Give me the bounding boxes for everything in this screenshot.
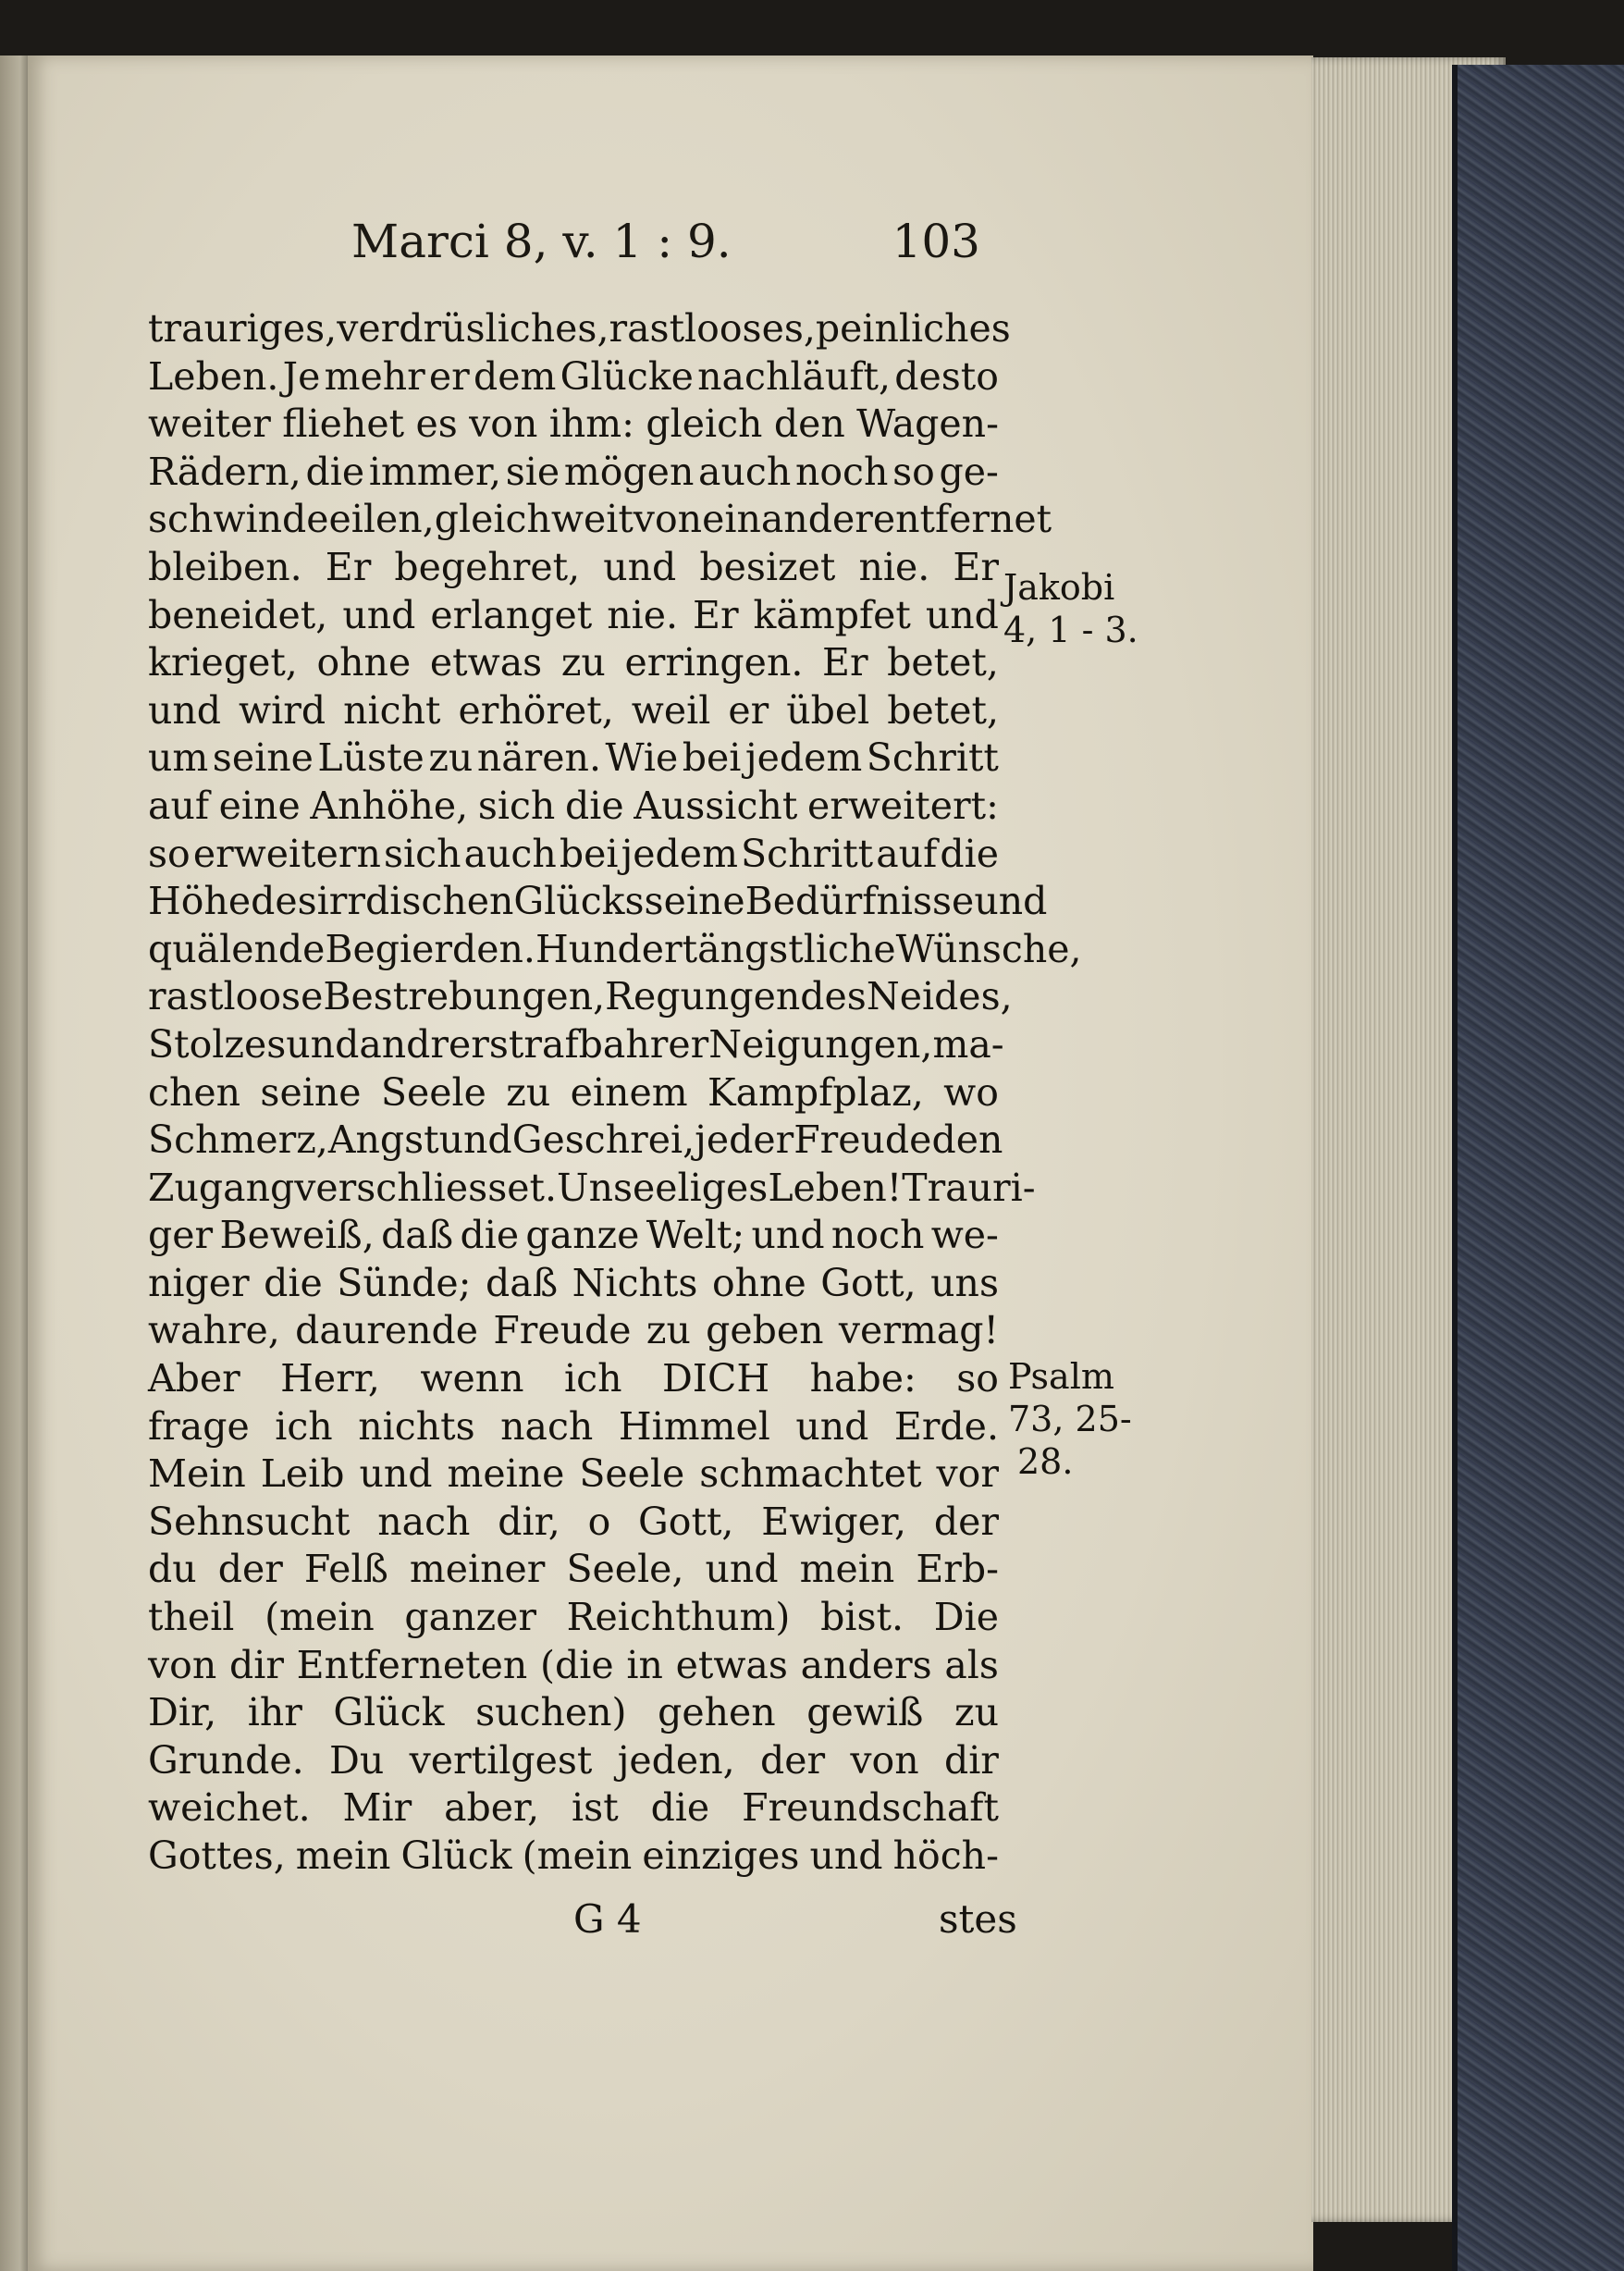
page-number: 103 bbox=[892, 215, 980, 268]
book-cover bbox=[1452, 65, 1624, 2271]
text-line: Schmerz, Angst und Geschrei, jeder Freude den bbox=[148, 1117, 1003, 1163]
text-line: krieget, ohne etwas zu erringen. Er betet, bbox=[148, 640, 999, 685]
text-line: trauriges, verdrüsliches, rastlooses, peinliches bbox=[148, 306, 1011, 351]
text-line: Höhe des irrdischen Glücks seine Bedürfnisse und bbox=[148, 879, 1048, 924]
text-line: du der Felß meiner Seele, und mein Erb- bbox=[148, 1547, 999, 1592]
text-line: rastloose Bestrebungen, Regungen des Neides, bbox=[148, 974, 1013, 1019]
text-line: Mein Leib und meine Seele schmachtet vor bbox=[148, 1451, 999, 1497]
margin-note-line: Jakobi bbox=[1003, 567, 1115, 608]
text-line: beneidet, und erlanget nie. Er kämpfet und bbox=[148, 592, 999, 637]
text-line: quälende Begierden. Hundert ängstliche Wünsche, bbox=[148, 926, 1082, 971]
margin-note-line: 4, 1 - 3. bbox=[1003, 610, 1138, 650]
running-title: Marci 8, v. 1 : 9. bbox=[351, 215, 732, 268]
text-line: frage ich nichts nach Himmel und Erde. bbox=[148, 1403, 999, 1449]
text-line: schwinde eilen, gleich weit von einander entfernet bbox=[148, 497, 1052, 542]
text-line: von dir Entferneten (die in etwas anders als bbox=[148, 1642, 999, 1687]
text-line: weichet. Mir aber, ist die Freundschaft bbox=[148, 1785, 999, 1831]
margin-note-line: 28. bbox=[1017, 1441, 1074, 1482]
text-line: Sehnsucht nach dir, o Gott, Ewiger, der bbox=[148, 1499, 999, 1544]
text-line: Grunde. Du vertilgest jeden, der von dir bbox=[148, 1737, 999, 1783]
text-line: und wird nicht erhöret, weil er übel betet, bbox=[148, 687, 999, 733]
catchword: stes bbox=[939, 1896, 1017, 1942]
text-line: ger Beweiß, daß die ganze Welt; und noch we- bbox=[148, 1213, 999, 1258]
text-line: Zugang verschliesset. Unseeliges Leben! Trauri- bbox=[148, 1165, 1036, 1210]
signature-mark: G 4 bbox=[573, 1896, 642, 1942]
margin-note-psalm bbox=[1008, 1355, 1132, 1483]
page-header bbox=[351, 215, 980, 268]
text-line: Stolzes und andrer strafbahrer Neigungen, ma- bbox=[148, 1021, 1004, 1067]
text-line: bleiben. Er begehret, und besizet nie. Er bbox=[148, 544, 999, 589]
text-line: chen seine Seele zu einem Kampfplaz, wo bbox=[148, 1069, 999, 1115]
margin-note-line: 73, 25- bbox=[1008, 1399, 1132, 1439]
text-line: Aber Herr, wenn ich DICH habe: so bbox=[148, 1356, 999, 1401]
text-line: wahre, daurende Freude zu geben vermag! bbox=[148, 1308, 999, 1353]
text-line: weiter fliehet es von ihm: gleich den Wagen- bbox=[148, 401, 999, 447]
text-line: auf eine Anhöhe, sich die Aussicht erweitert: bbox=[148, 783, 999, 828]
text-line: Leben. Je mehr er dem Glücke nachläuft, desto bbox=[148, 353, 999, 399]
text-line: so erweitern sich auch bei jedem Schritt auf die bbox=[148, 831, 999, 876]
text-line: theil (mein ganzer Reichthum) bist. Die bbox=[148, 1595, 999, 1640]
text-line: um seine Lüste zu nären. Wie bei jedem Schritt bbox=[148, 735, 999, 781]
text-line: niger die Sünde; daß Nichts ohne Gott, uns bbox=[148, 1260, 999, 1305]
margin-note-line: Psalm bbox=[1008, 1356, 1114, 1397]
text-line: Dir, ihr Glück suchen) gehen gewiß zu bbox=[148, 1690, 999, 1735]
text-line: Gottes, mein Glück (mein einziges und höch- bbox=[148, 1833, 999, 1878]
margin-note-jakobi bbox=[1003, 566, 1138, 651]
text-line: Rädern, die immer, sie mögen auch noch so ge- bbox=[148, 449, 999, 494]
